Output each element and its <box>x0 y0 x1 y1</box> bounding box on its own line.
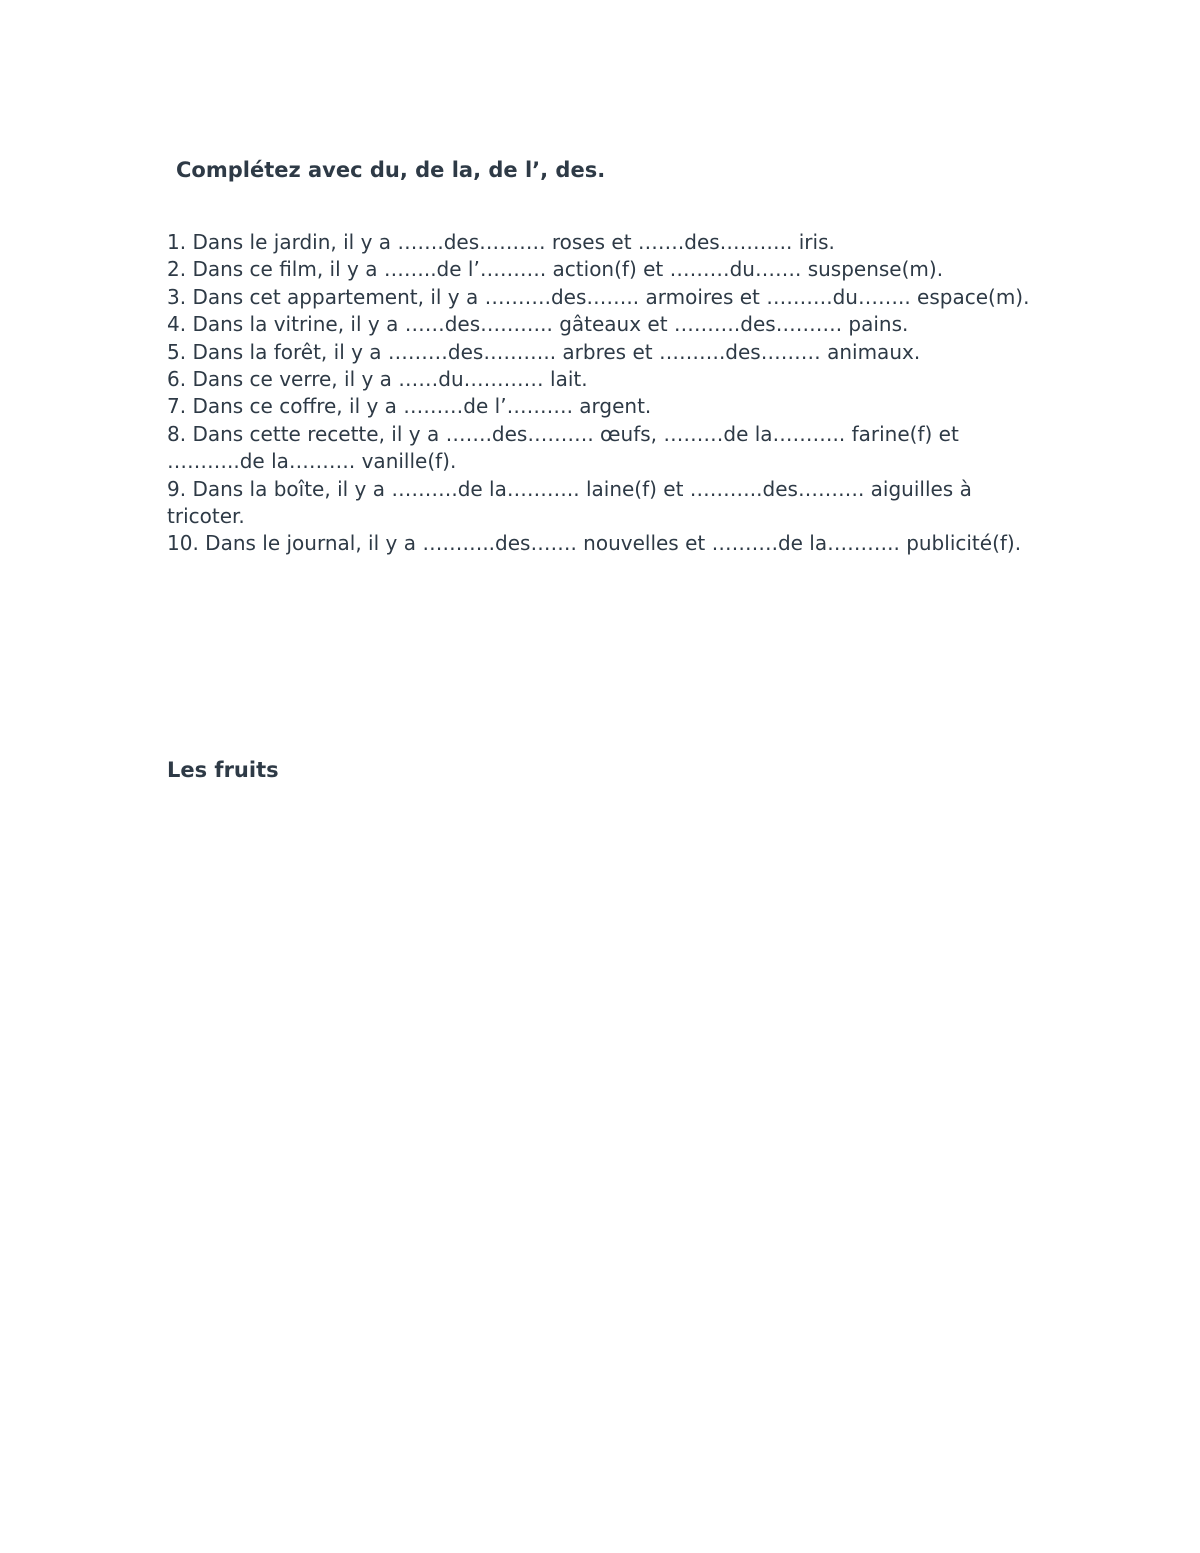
exercise-title: Complétez avec du, de la, de l’, des. <box>176 158 606 182</box>
exercise-item-8: 8. Dans cette recette, il y a …….des………. œufs, ………de la……….. farine(f) et ………..de la………. vanille(f). <box>167 421 959 474</box>
exercise-item-6: 6. Dans ce verre, il y a ……du………… lait. <box>167 367 588 392</box>
exercise-item-10: 10. Dans le journal, il y a ………..des……. nouvelles et ……….de la……….. publicité(f). <box>167 531 1022 556</box>
exercise-item-2: 2. Dans ce film, il y a ……..de l’………. action(f) et ………du……. suspense(m). <box>167 257 944 282</box>
exercise-item-3: 3. Dans cet appartement, il y a ……….des…….. armoires et ……….du…….. espace(m). <box>167 284 1030 309</box>
section-title: Les fruits <box>167 758 279 782</box>
exercise-list <box>167 229 1047 558</box>
exercise-item-7: 7. Dans ce coffre, il y a ………de l’………. argent. <box>167 394 652 419</box>
exercise-item-9: 9. Dans la boîte, il y a ……….de la……….. laine(f) et ………..des………. aiguilles à tricoter. <box>167 476 972 529</box>
exercise-item-4: 4. Dans la vitrine, il y a ……des……….. gâteaux et ……….des………. pains. <box>167 312 909 337</box>
exercise-item-5: 5. Dans la forêt, il y a ………des……….. arbres et ……….des……… animaux. <box>167 339 921 364</box>
exercise-item-1: 1. Dans le jardin, il y a …….des………. roses et …….des……….. iris. <box>167 230 835 254</box>
